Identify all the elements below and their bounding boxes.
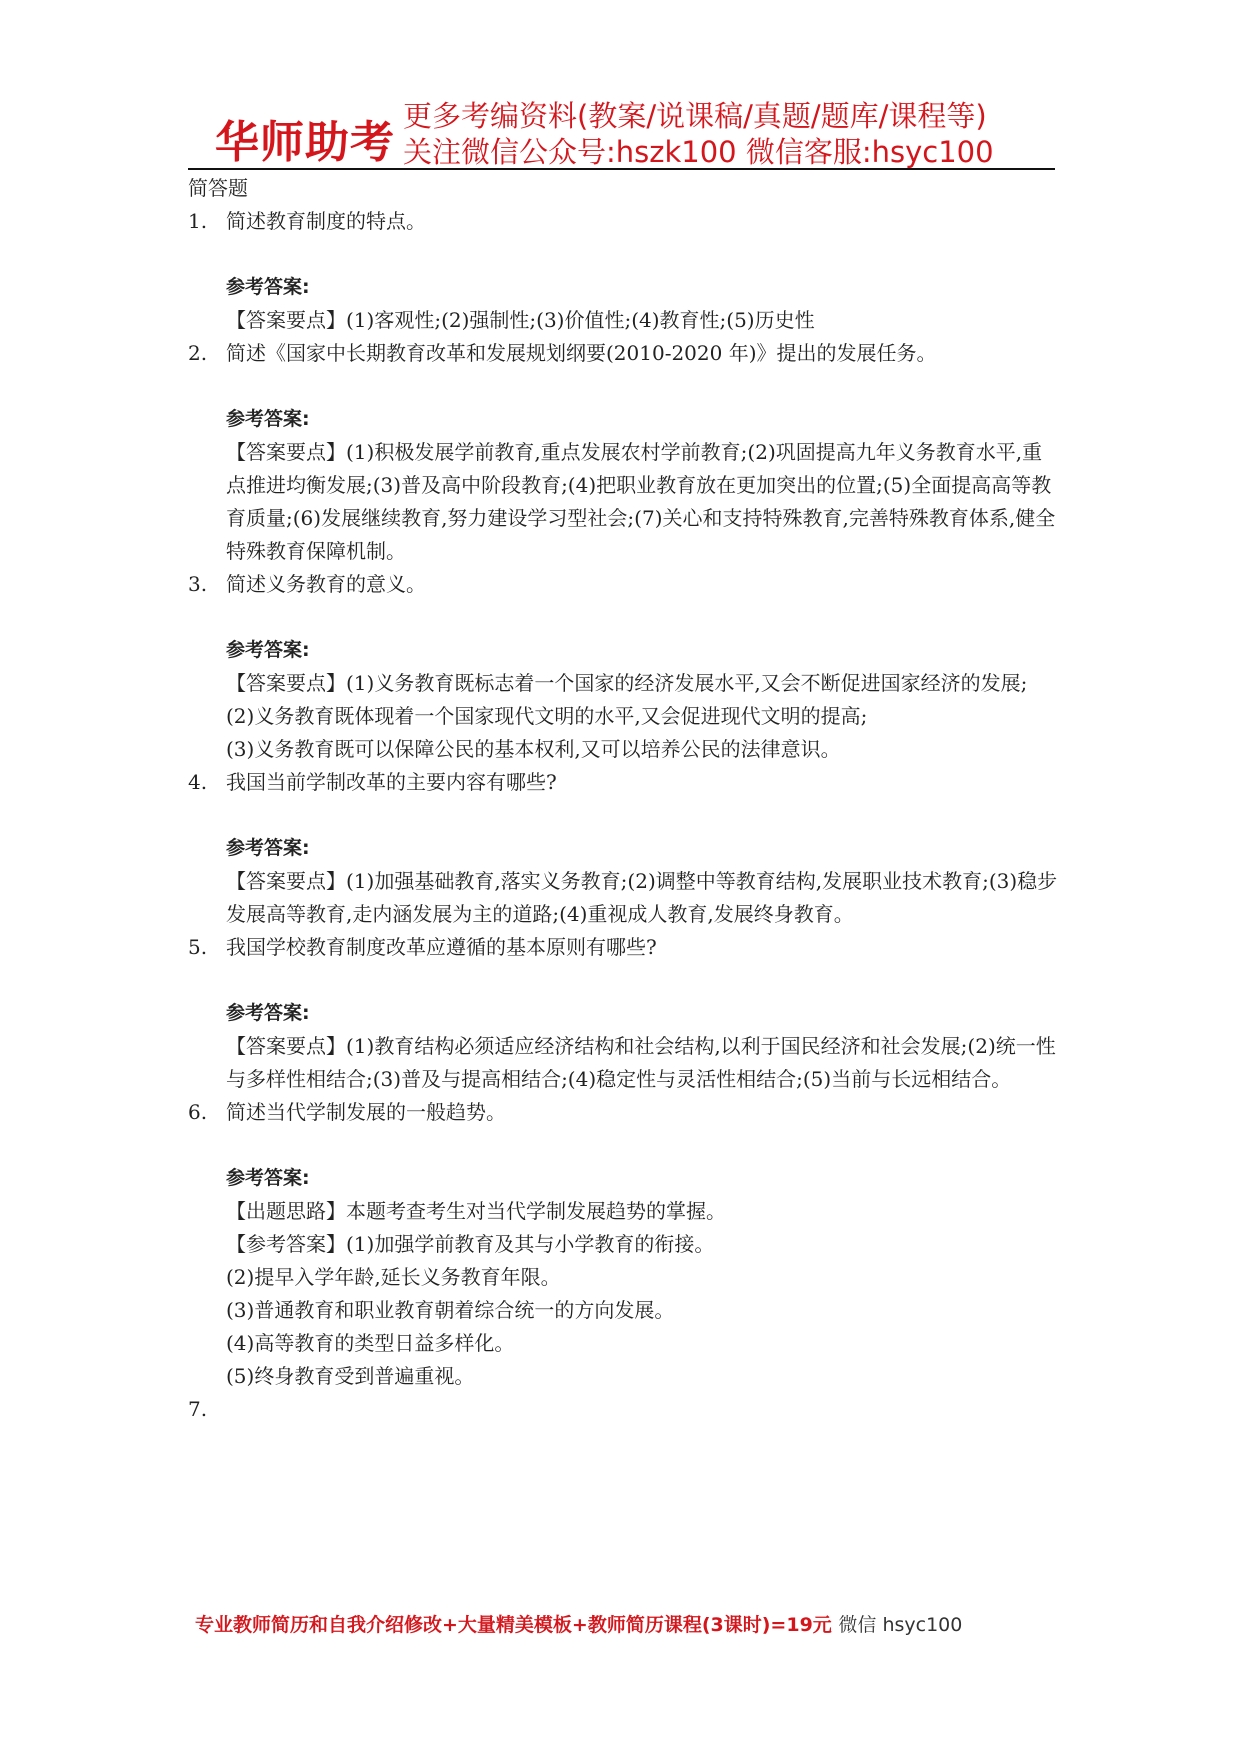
answer-text: (3)义务教育既可以保障公民的基本权利,又可以培养公民的法律意识。 [226, 737, 841, 761]
question-number: 1. [188, 209, 208, 233]
footer-wechat: 微信 hsyc100 [838, 1614, 963, 1636]
promo-line-1: 更多考编资料(教案/说课稿/真题/题库/课程等) [403, 99, 987, 133]
answer-heading: 参考答案: [226, 1002, 310, 1024]
answer-heading: 参考答案: [226, 639, 310, 661]
answer-block [188, 1162, 1058, 1393]
question-item [188, 766, 1058, 799]
spacer [188, 601, 1058, 634]
question-number: 3. [188, 572, 208, 596]
spacer [188, 1129, 1058, 1162]
answer-heading: 参考答案: [226, 837, 310, 859]
question-number: 5. [188, 935, 208, 959]
question-item [188, 931, 1058, 964]
answer-text: 【答案要点】(1)加强基础教育,落实义务教育;(2)调整中等教育结构,发展职业技术教育;(3)稳步发展高等教育,走内涵发展为主的道路;(4)重视成人教育,发展终身教育。 [226, 869, 1058, 926]
footer-ad [195, 1610, 1095, 1637]
footer-text: 专业教师简历和自我介绍修改+大量精美模板+教师简历课程(3课时)=19元 [195, 1614, 832, 1636]
question-list [188, 205, 1058, 1393]
question-text: 简述《国家中长期教育改革和发展规划纲要(2010-2020 年)》提出的发展任务。 [226, 341, 937, 365]
answer-block [188, 271, 1058, 337]
question-text: 我国学校教育制度改革应遵循的基本原则有哪些? [226, 935, 657, 959]
question-item [188, 205, 1058, 238]
question-item [188, 568, 1058, 601]
promo-line-2: 关注微信公众号:hszk100 微信客服:hsyc100 [403, 135, 994, 169]
answer-block [188, 403, 1058, 568]
spacer [188, 964, 1058, 997]
answer-text: 【答案要点】(1)积极发展学前教育,重点发展农村学前教育;(2)巩固提高九年义务教育水平,重点推进均衡发展;(3)普及高中阶段教育;(4)把职业教育放在更加突出的位置;(5)全面提高高等教育质量;(6)发展继续教育,努力建设学习型社会;(7)关心和支持特殊教育,完善特殊教育体系,健全特殊教育保障机制。 [226, 440, 1056, 563]
answer-heading: 参考答案: [226, 1167, 310, 1189]
header-divider [188, 168, 1055, 170]
brand-logo: 华师助考 [215, 117, 395, 168]
question-text: 简述当代学制发展的一般趋势。 [226, 1100, 506, 1124]
answer-text: 【参考答案】(1)加强学前教育及其与小学教育的衔接。 [226, 1232, 715, 1256]
question-number: 6. [188, 1100, 208, 1124]
question-number: 2. [188, 341, 208, 365]
answer-heading: 参考答案: [226, 408, 310, 430]
spacer [188, 370, 1058, 403]
answer-block [188, 997, 1058, 1096]
question-item [188, 1096, 1058, 1129]
question-text: 简述教育制度的特点。 [226, 209, 426, 233]
question-item [188, 337, 1058, 370]
answer-text: (4)高等教育的类型日益多样化。 [226, 1331, 515, 1355]
spacer [188, 799, 1058, 832]
answer-text: 【出题思路】本题考查考生对当代学制发展趋势的掌握。 [226, 1199, 726, 1223]
answer-text: 【答案要点】(1)客观性;(2)强制性;(3)价值性;(4)教育性;(5)历史性 [226, 308, 815, 332]
spacer [188, 238, 1058, 271]
answer-text: (2)义务教育既体现着一个国家现代文明的水平,又会促进现代文明的提高; [226, 704, 868, 728]
question-number: 7. [188, 1397, 208, 1421]
question-number: 4. [188, 770, 208, 794]
section-title: 简答题 [188, 176, 248, 200]
answer-text: 【答案要点】(1)教育结构必须适应经济结构和社会结构,以利于国民经济和社会发展;(2)统一性与多样性相结合;(3)普及与提高相结合;(4)稳定性与灵活性相结合;(5)当前与长远相结合。 [226, 1034, 1056, 1091]
answer-text: (3)普通教育和职业教育朝着综合统一的方向发展。 [226, 1298, 675, 1322]
answer-text: (5)终身教育受到普遍重视。 [226, 1364, 475, 1388]
question-text: 简述义务教育的意义。 [226, 572, 426, 596]
answer-block [188, 634, 1058, 766]
header-banner [215, 88, 1075, 168]
answer-text: 【答案要点】(1)义务教育既标志着一个国家的经济发展水平,又会不断促进国家经济的发展; [226, 671, 1028, 695]
question-text: 我国当前学制改革的主要内容有哪些? [226, 770, 557, 794]
answer-text: (2)提早入学年龄,延长义务教育年限。 [226, 1265, 561, 1289]
document-body [188, 172, 1058, 1421]
answer-block [188, 832, 1058, 931]
answer-heading: 参考答案: [226, 276, 310, 298]
